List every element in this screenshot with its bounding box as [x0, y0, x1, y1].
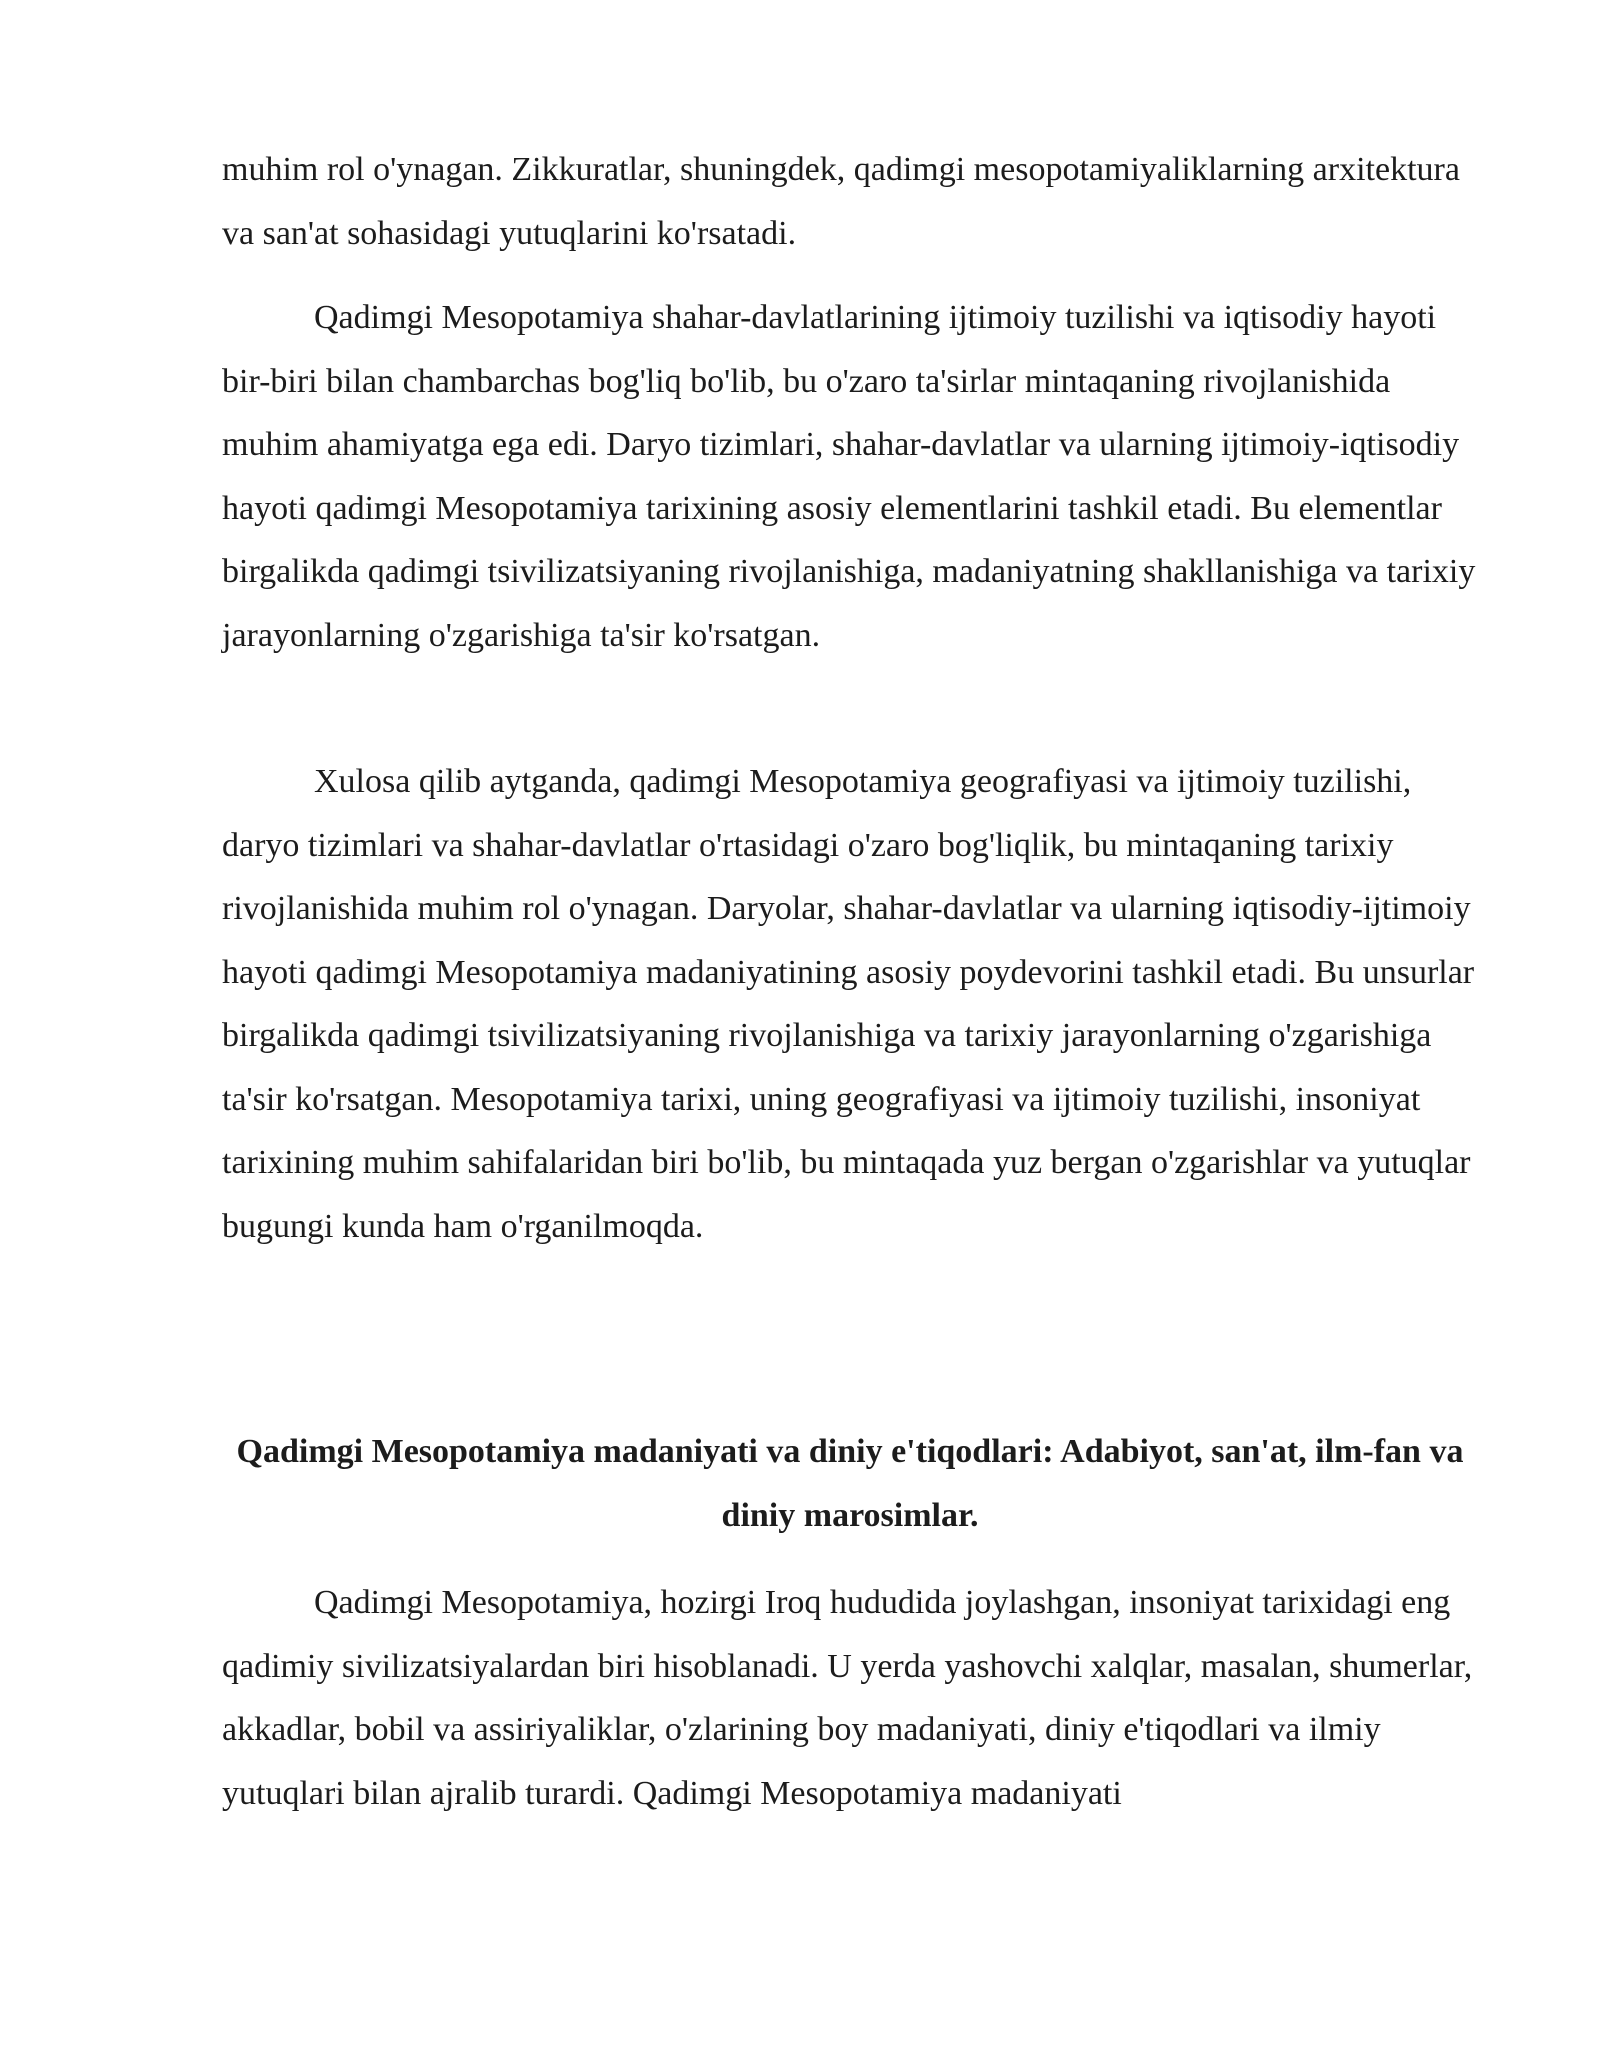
paragraph-text: muhim rol o'ynagan. Zikkuratlar, shuningdek, qadimgi mesopotamiyaliklarning arxitektura va san'at sohasidagi yutuqlarini ko'rsatadi. — [222, 151, 1460, 252]
paragraph-section-intro — [222, 1571, 1478, 1825]
paragraph-conclusion — [222, 750, 1478, 1258]
section-heading — [222, 1420, 1478, 1547]
paragraph-social-structure — [222, 286, 1478, 667]
paragraph-text: Qadimgi Mesopotamiya, hozirgi Iroq hududida joylashgan, insoniyat tarixidagi eng qadimiy sivilizatsiyalardan biri hisoblanadi. U yerda yashovchi xalqlar, masalan, shumerlar, akkadlar, bobil va assiriyaliklar, o'zlarining boy madaniyati, diniy e'tiqodlari va ilmiy yutuqlari bilan ajralib turardi. Qadimgi Mesopotamiya madaniyati — [222, 1584, 1473, 1812]
paragraph-text: Qadimgi Mesopotamiya shahar-davlatlarining ijtimoiy tuzilishi va iqtisodiy hayoti bir-biri bilan chambarchas bog'liq bo'lib, bu o'zaro ta'sirlar mintaqaning rivojlanishida muhim ahamiyatga ega edi. Daryo tizimlari, shahar-davlatlar va ularning ijtimoiy-iqtisodiy hayoti qadimgi Mesopotamiya tarixining asosiy elementlarini tashkil etadi. Bu elementlar birgalikda qadimgi tsivilizatsiyaning rivojlanishiga, madaniyatning shakllanishiga va tarixiy jarayonlarning o'zgarishiga ta'sir ko'rsatgan. — [222, 299, 1476, 654]
section-heading-text: Qadimgi Mesopotamiya madaniyati va diniy e'tiqodlari: Adabiyot, san'at, ilm-fan va diniy marosimlar. — [236, 1433, 1464, 1534]
paragraph-continuation — [222, 138, 1478, 265]
paragraph-text: Xulosa qilib aytganda, qadimgi Mesopotamiya geografiyasi va ijtimoiy tuzilishi, daryo tizimlari va shahar-davlatlar o'rtasidagi o'zaro bog'liqlik, bu mintaqaning tarixiy rivojlanishida muhim rol o'ynagan. Daryolar, shahar-davlatlar va ularning iqtisodiy-ijtimoiy hayoti qadimgi Mesopotamiya madaniyatining asosiy poydevorini tashkil etadi. Bu unsurlar birgalikda qadimgi tsivilizatsiyaning rivojlanishiga va tarixiy jarayonlarning o'zgarishiga ta'sir ko'rsatgan. Mesopotamiya tarixi, uning geografiyasi va ijtimoiy tuzilishi, insoniyat tarixining muhim sahifalaridan biri bo'lib, bu mintaqada yuz bergan o'zgarishlar va yutuqlar bugungi kunda ham o'rganilmoqda. — [222, 763, 1475, 1245]
